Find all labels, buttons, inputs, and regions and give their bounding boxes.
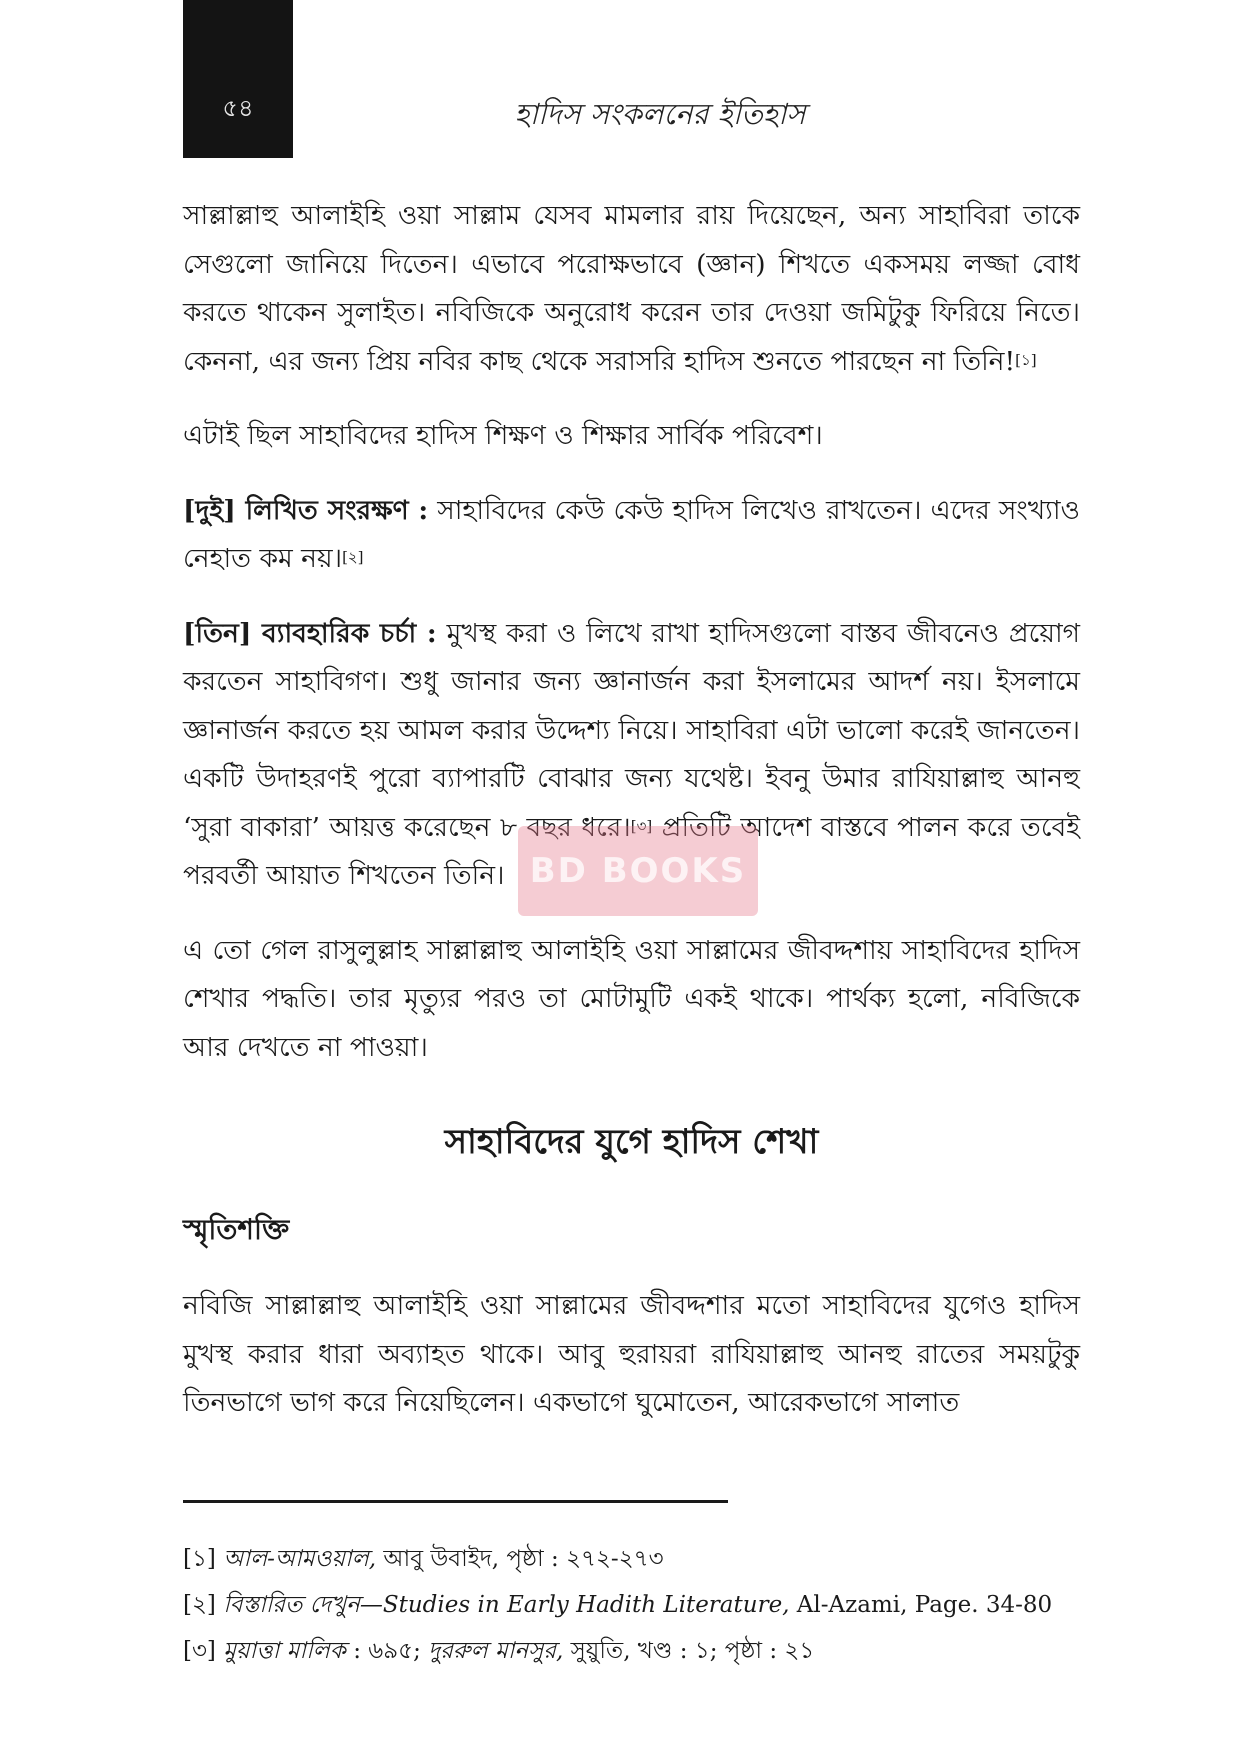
- page-number: ৫৪: [222, 94, 254, 122]
- page-number-tab: [183, 0, 293, 158]
- paragraph-1: সাল্লাল্লাহু আলাইহি ওয়া সাল্লাম যেসব মামলার রায় দিয়েছেন, অন্য সাহাবিরা তাকে সেগুলো জানিয়ে দিতেন। এভাবে পরোক্ষভাবে (জ্ঞান) শিখতে একসময় লজ্জা বোধ করতে থাকেন সুলাইত। নবিজিকে অনুরোধ করেন তার দেওয়া জমিটুকু ফিরিয়ে নিতে। কেননা, এর জন্য প্রিয় নবির কাছ থেকে সরাসরি হাদিস শুনতে পারছেন না তিনি![১]: [183, 200, 1080, 377]
- paragraph-3: [দুই] লিখিত সংরক্ষণ : সাহাবিদের কেউ কেউ হাদিস লিখেও রাখতেন। এদের সংখ্যাও নেহাত কম নয়।[২]: [183, 494, 1081, 574]
- footnote-3: [৩] মুয়াত্তা মালিক : ৬৯৫; দুররুল মানসুর, সুয়ুতি, খণ্ড : ১; পৃষ্ঠা : ২১: [183, 1638, 815, 1664]
- section-heading: সাহাবিদের যুগে হাদিস শেখা: [444, 1122, 819, 1162]
- point-label-two: [দুই] লিখিত সংরক্ষণ :: [183, 494, 429, 526]
- sub-heading: স্মৃতিশক্তি: [183, 1213, 290, 1246]
- paragraph-6: নবিজি সাল্লাল্লাহু আলাইহি ওয়া সাল্লামের জীবদ্দশার মতো সাহাবিদের যুগেও হাদিস মুখস্থ করার ধারা অব্যাহত থাকে। আবু হুরায়রা রাযিয়াল্লাহু আনহু রাতের সময়টুকু তিনভাগে ভাগ করে নিয়েছিলেন। একভাগে ঘুমোতেন, আরেকভাগে সালাত: [183, 1290, 1080, 1418]
- footnotes: [183, 1536, 1080, 1674]
- footnote-2: [২] বিস্তারিত দেখুন—Studies in Early Hadith Literature, Al-Azami, Page. 34-80: [183, 1592, 1053, 1618]
- point-label-three: [তিন] ব্যাবহারিক চর্চা :: [183, 617, 437, 649]
- footnote-divider: [183, 1500, 728, 1503]
- paragraph-2: এটাই ছিল সাহাবিদের হাদিস শিক্ষণ ও শিক্ষার সার্বিক পরিবেশ।: [183, 420, 823, 451]
- footnote-ref-3[interactable]: [৩]: [630, 816, 653, 835]
- running-title: হাদিস সংকলনের ইতিহাস: [514, 97, 806, 131]
- paragraph-5: এ তো গেল রাসুলুল্লাহ সাল্লাল্লাহু আলাইহি ওয়া সাল্লামের জীবদ্দশায় সাহাবিদের হাদিস শেখার পদ্ধতি। তার মৃত্যুর পরও তা মোটামুটি একই থাকে। পার্থক্য হলো, নবিজিকে আর দেখতে না পাওয়া।: [183, 934, 1080, 1063]
- footnote-ref-2[interactable]: [২]: [342, 548, 364, 566]
- footnote-1: [১] আল-আমওয়াল, আবু উবাইদ, পৃষ্ঠা : ২৭২-২৭৩: [183, 1546, 664, 1572]
- body-text: [183, 192, 1080, 1428]
- watermark: BD BOOKS: [518, 826, 758, 916]
- paragraph-4: [তিন] ব্যাবহারিক চর্চা : মুখস্থ করা ও লিখে রাখা হাদিসগুলো বাস্তব জীবনেও প্রয়োগ করতেন সাহাবিগণ। শুধু জানার জন্য জ্ঞানার্জন করা ইসলামের আদর্শ নয়। ইসলামে জ্ঞানার্জন করতে হয় আমল করার উদ্দেশ্য নিয়ে। সাহাবিরা এটা ভালো করেই জানতেন। একটি উদাহরণই পুরো ব্যাপারটি বোঝার জন্য যথেষ্ট। ইবনু উমার রাযিয়াল্লাহু আনহু ‘সুরা বাকারা’ আয়ত্ত করেছেন ৮ বছর ধরে।[৩] প্রতিটি আদেশ বাস্তবে পালন করে তবেই পরবর্তী আয়াত শিখতেন তিনি।: [183, 617, 1080, 891]
- footnote-ref-1[interactable]: [১]: [1015, 350, 1037, 369]
